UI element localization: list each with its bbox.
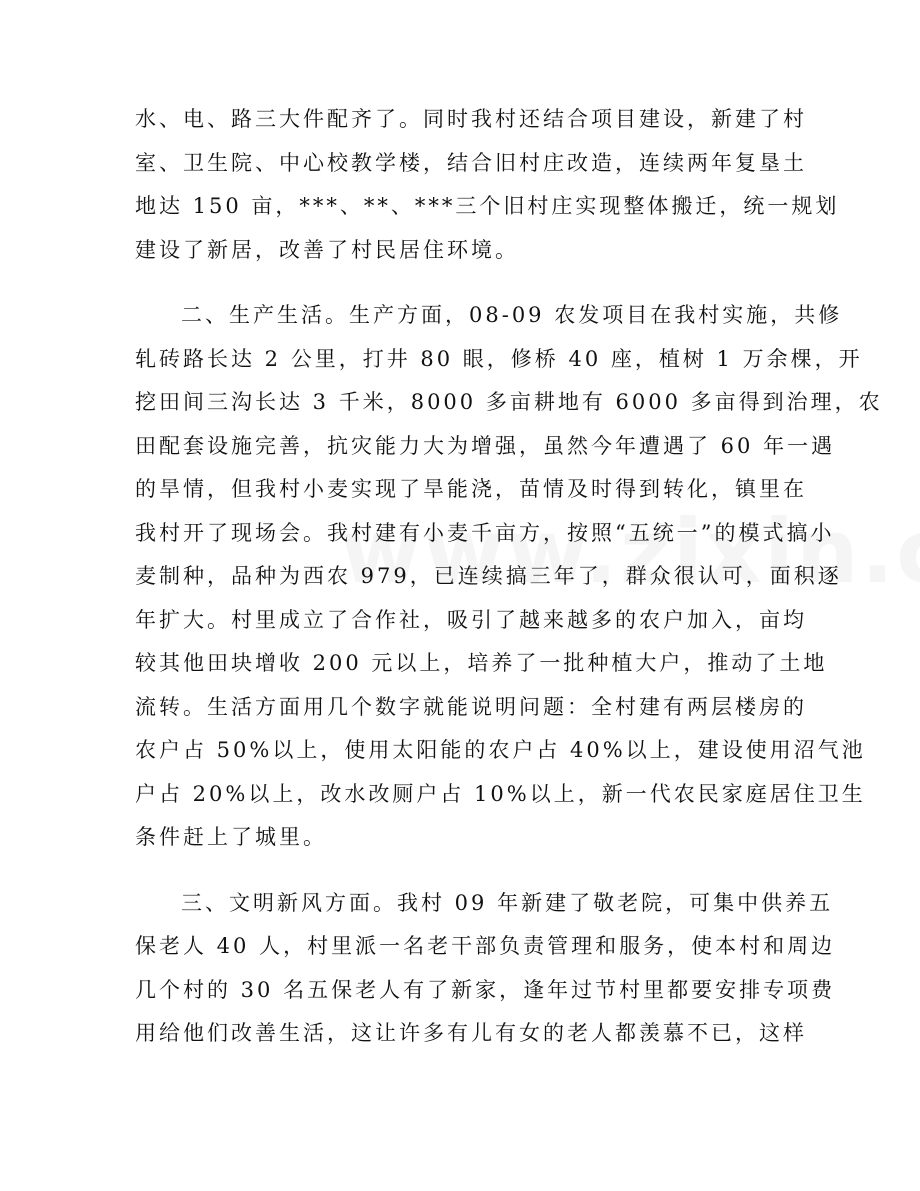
- text-line: 户占 20%以上，改水改厕户占 10%以上，新一代农民家庭居住卫生: [135, 781, 866, 806]
- paragraph-2: [135, 294, 883, 860]
- text-line: 田配套设施完善，抗灾能力大为增强，虽然今年遭遇了 60 年一遇: [135, 433, 836, 458]
- text-line: 水、电、路三大件配齐了。同时我村还结合项目建设，新建了村: [135, 107, 807, 131]
- text-line: 麦制种，品种为西农 979，已连续搞三年了，群众很认可，面积逐: [135, 564, 842, 588]
- text-line: 流转。生活方面用几个数字就能说明问题：全村建有两层楼房的: [135, 694, 807, 719]
- text-line: 年扩大。村里成立了合作社，吸引了越来越多的农户加入，亩均: [135, 607, 807, 632]
- paragraph-3: [135, 882, 836, 1056]
- text-line: 地达 150 亩，***、**、***三个旧村庄实现整体搬迁，统一规划: [135, 194, 840, 218]
- text-line: 三、文明新风方面。我村 09 年新建了敬老院，可集中供养五: [181, 890, 834, 915]
- text-line: 保老人 40 人，村里派一名老干部负责管理和服务，使本村和周边: [135, 934, 836, 958]
- text-line: 室、卫生院、中心校教学楼，结合旧村庄改造，连续两年复垦土: [135, 150, 807, 175]
- text-line: 条件赶上了城里。: [135, 825, 327, 849]
- paragraph-gap: [135, 272, 795, 294]
- text-line: 挖田间三沟长达 3 千米，8000 多亩耕地有 6000 多亩得到治理，农: [135, 390, 883, 414]
- text-line: 二、生产生活。生产方面，08-09 农发项目在我村实施，共修: [181, 303, 843, 327]
- text-line: 的旱情，但我村小麦实现了旱能浇，苗情及时得到转化，镇里在: [135, 477, 807, 501]
- document-body: [135, 98, 883, 1056]
- paragraph-gap: [135, 860, 795, 882]
- text-line: 农户占 50%以上，使用太阳能的农户占 40%以上，建设使用沼气池: [135, 738, 866, 762]
- text-line: 几个村的 30 名五保老人有了新家，逢年过节村里都要安排专项费: [135, 977, 836, 1002]
- text-line: 用给他们改善生活，这让许多有儿有女的老人都羡慕不已，这样: [135, 1021, 807, 1045]
- paragraph-1: [135, 98, 840, 272]
- text-line: 建设了新居，改善了村民居住环境。: [135, 237, 519, 262]
- text-line: 我村开了现场会。我村建有小麦千亩方，按照“五统一”的模式搞小: [135, 520, 835, 545]
- text-line: 较其他田块增收 200 元以上，培养了一批种植大户，推动了土地: [135, 651, 828, 675]
- text-line: 轧砖路长达 2 公里，打井 80 眼，修桥 40 座，植树 1 万余棵，开: [135, 346, 863, 371]
